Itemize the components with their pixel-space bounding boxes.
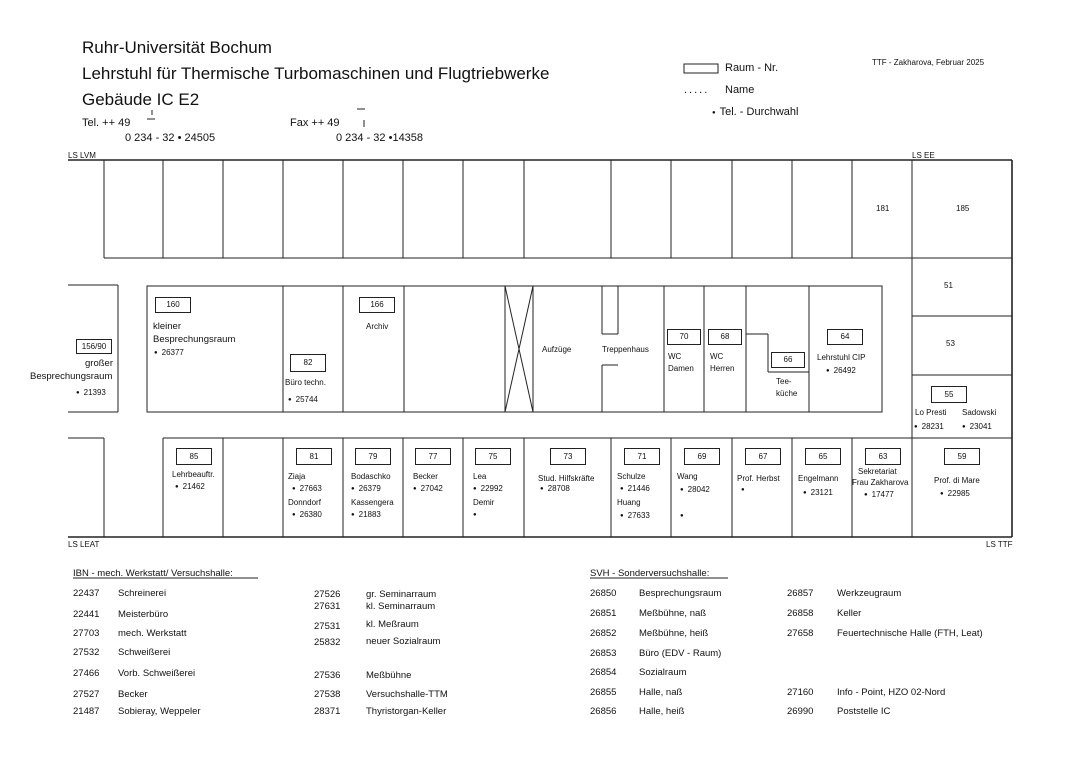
room-59-number: 59	[944, 448, 980, 465]
ibn2-name-1: kl. Seminarraum	[366, 601, 436, 612]
svh2-tel-0: 26857	[787, 588, 814, 599]
ibn1-tel-4: 27466	[73, 668, 100, 679]
room-66-number: 66	[771, 352, 805, 368]
ibn1-name-6: Sobieray, Weppeler	[118, 706, 201, 717]
room-166-number: 166	[359, 297, 395, 313]
room-65-number: 65	[805, 448, 841, 465]
room-64-tel: ● 26492	[826, 366, 856, 375]
room-55-tel2: ● 23041	[962, 422, 992, 431]
edge-top-right: LS EE	[912, 151, 935, 160]
room-71-number: 71	[624, 448, 660, 465]
ibn1-name-1: Meisterbüro	[118, 609, 169, 620]
room-67-tel1	[741, 485, 749, 494]
ibn1-name-4: Vorb. Schweißerei	[118, 668, 196, 679]
room-69-number: 69	[684, 448, 720, 465]
ibn1-name-3: Schweißerei	[118, 647, 171, 658]
ibn1-tel-2: 27703	[73, 628, 100, 639]
svh1-name-6: Halle, heiß	[639, 706, 685, 717]
svh1-name-3: Büro (EDV - Raum)	[639, 648, 722, 659]
ibn2-tel-5: 27538	[314, 689, 341, 700]
room-160-tel: ● 26377	[154, 348, 184, 357]
room-55-name1: Lo Presti	[915, 408, 947, 417]
ibn2-name-4: Meßbühne	[366, 670, 412, 681]
room-70-label2: Damen	[668, 364, 694, 373]
edge-bottom-right: LS TTF	[986, 540, 1013, 549]
room-77-number: 77	[415, 448, 451, 465]
room-55-tel1: ● 28231	[914, 422, 944, 431]
ibn1-name-0: Schreinerei	[118, 588, 167, 599]
room-82-tel: ● 25744	[288, 395, 318, 404]
room-70-number: 70	[667, 329, 701, 345]
ibn2-name-3: neuer Sozialraum	[366, 636, 441, 647]
room-68-label2: Herren	[710, 364, 735, 373]
ibn1-tel-6: 21487	[73, 706, 100, 717]
svh2-name-2: Feuertechnische Halle (FTH, Leat)	[837, 628, 983, 639]
building-title: Gebäude IC E2	[82, 90, 200, 109]
svh1-tel-2: 26852	[590, 628, 617, 639]
room-70-label1: WC	[668, 352, 682, 361]
ibn-title: IBN - mech. Werkstatt/ Versuchshalle:	[73, 568, 233, 579]
room-73-tel1: ● 28708	[540, 484, 570, 493]
room-71-name2: Huang	[617, 498, 641, 507]
room-69-tel1: ● 28042	[680, 485, 710, 494]
room-55-name2: Sadowski	[962, 408, 997, 417]
room-81-name2: Donndorf	[288, 498, 321, 507]
room-66-label2: küche	[776, 389, 798, 398]
room-81-tel1: ● 27663	[292, 484, 322, 493]
svh2-name-3: Info - Point, HZO 02-Nord	[837, 687, 946, 698]
room-79-name1: Bodaschko	[351, 472, 391, 481]
room-166-label: Archiv	[366, 322, 389, 331]
room-65-name1: Engelmann	[798, 474, 839, 483]
svh-title: SVH - Sonderversuchshalle:	[590, 568, 710, 579]
room-75-name2: Demir	[473, 498, 495, 507]
room-53-number: 53	[946, 339, 955, 348]
room-69-tel2	[680, 511, 688, 520]
room-75-name1: Lea	[473, 472, 487, 481]
chair-title: Lehrstuhl für Thermische Turbomaschinen und Flugtriebwerke	[82, 64, 550, 83]
svh1-tel-0: 26850	[590, 588, 617, 599]
ibn2-name-5: Versuchshalle-TTM	[366, 689, 448, 700]
svh2-tel-4: 26990	[787, 706, 814, 717]
room-79-tel2: ● 21883	[351, 510, 381, 519]
ibn2-tel-2: 27531	[314, 621, 341, 632]
svh1-name-4: Sozialraum	[639, 667, 687, 678]
room-71-tel1: ● 21446	[620, 484, 650, 493]
room-156-90-number: 156/90	[76, 339, 112, 354]
room-67-name1: Prof. Herbst	[737, 474, 780, 483]
staircase-label: Treppenhaus	[602, 345, 649, 354]
svh1-tel-5: 26855	[590, 687, 617, 698]
room-55-number: 55	[931, 386, 967, 403]
ibn2-name-0: gr. Seminarraum	[366, 589, 437, 600]
university-title: Ruhr-Universität Bochum	[82, 38, 272, 57]
room-82-label: Büro techn.	[285, 378, 326, 387]
room-85-name1: Lehrbeauftr.	[172, 470, 215, 479]
svh2-name-4: Poststelle IC	[837, 706, 891, 717]
room-63-tel1: ● 17477	[864, 490, 894, 499]
ibn1-tel-1: 22441	[73, 609, 100, 620]
room-75-tel2	[473, 510, 481, 519]
svh2-tel-3: 27160	[787, 687, 814, 698]
ibn2-tel-6: 28371	[314, 706, 341, 717]
svh1-tel-3: 26853	[590, 648, 617, 659]
svh2-tel-2: 27658	[787, 628, 814, 639]
room-75-tel1: ● 22992	[473, 484, 503, 493]
svh2-name-0: Werkzeugraum	[837, 588, 902, 599]
legend-room: Raum - Nr.	[725, 62, 779, 74]
svh2-name-1: Keller	[837, 608, 862, 619]
room-77-name1: Becker	[413, 472, 438, 481]
room-160-label1: kleiner	[153, 321, 181, 332]
ibn2-tel-1: 27631	[314, 601, 341, 612]
room-75-number: 75	[475, 448, 511, 465]
ibn2-tel-4: 27536	[314, 670, 341, 681]
room-82-number: 82	[290, 354, 326, 372]
legend-name: Name	[725, 84, 755, 96]
ibn1-tel-5: 27527	[73, 689, 100, 700]
ibn1-tel-3: 27532	[73, 647, 100, 658]
ibn1-name-2: mech. Werkstatt	[118, 628, 187, 639]
room-156-90-label2: Besprechungsraum	[30, 371, 113, 382]
svh1-tel-6: 26856	[590, 706, 617, 717]
ibn2-name-6: Thyristorgan-Keller	[366, 706, 447, 717]
room-63-name1: Frau Zakharova	[852, 478, 909, 487]
room-81-tel2: ● 26380	[292, 510, 322, 519]
elevators-label: Aufzüge	[542, 345, 572, 354]
room-51-number: 51	[944, 281, 953, 290]
room-71-name1: Schulze	[617, 472, 646, 481]
fax-label: Fax ++ 49	[290, 117, 340, 129]
ibn1-tel-0: 22437	[73, 588, 100, 599]
ibn2-tel-0: 27526	[314, 589, 341, 600]
room-185-number: 185	[956, 204, 970, 213]
room-85-number: 85	[176, 448, 212, 465]
room-66-label1: Tee-	[776, 377, 792, 386]
svh1-name-0: Besprechungsraum	[639, 588, 722, 599]
room-77-tel1: ● 27042	[413, 484, 443, 493]
ibn1-name-5: Becker	[118, 689, 148, 700]
room-64-number: 64	[827, 329, 863, 345]
room-156-90-label1: großer	[85, 358, 113, 369]
fax-number: 0 234 - 32 •14358	[336, 132, 424, 144]
svh1-name-1: Meßbühne, naß	[639, 608, 707, 619]
room-71-tel2: ● 27633	[620, 511, 650, 520]
svh1-tel-4: 26854	[590, 667, 617, 678]
svh1-name-5: Halle, naß	[639, 687, 683, 698]
room-73-number: 73	[550, 448, 586, 465]
room-181-number: 181	[876, 204, 890, 213]
room-59-tel1: ● 22985	[940, 489, 970, 498]
room-68-number: 68	[708, 329, 742, 345]
legend-name-marker: .....	[684, 84, 710, 96]
room-160-label2: Besprechungsraum	[153, 334, 236, 345]
svh1-name-2: Meßbühne, heiß	[639, 628, 709, 639]
room-64-label: Lehrstuhl CIP	[817, 353, 866, 362]
room-79-number: 79	[355, 448, 391, 465]
room-69-name1: Wang	[677, 472, 698, 481]
author-note: TTF - Zakharova, Februar 2025	[872, 58, 985, 67]
edge-top-left: LS LVM	[68, 151, 96, 160]
room-156-90-tel: ● 21393	[76, 388, 106, 397]
room-59-name1: Prof. di Mare	[934, 476, 980, 485]
room-67-number: 67	[745, 448, 781, 465]
room-79-name2: Kassengera	[351, 498, 394, 507]
room-65-tel1: ● 23121	[803, 488, 833, 497]
room-85-tel1: ● 21462	[175, 482, 205, 491]
svh2-tel-1: 26858	[787, 608, 814, 619]
tel-number: 0 234 - 32 • 24505	[125, 132, 216, 144]
legend-tel: ● Tel. - Durchwahl	[712, 106, 798, 118]
room-79-tel1: ● 26379	[351, 484, 381, 493]
room-73-name1: Stud. Hilfskräfte	[538, 474, 595, 483]
tel-label: Tel. ++ 49	[82, 117, 131, 129]
room-63-number: 63	[865, 448, 901, 465]
room-81-name1: Ziaja	[288, 472, 306, 481]
room-81-number: 81	[296, 448, 332, 465]
ibn2-name-2: kl. Meßraum	[366, 619, 419, 630]
svh1-tel-1: 26851	[590, 608, 617, 619]
ibn2-tel-3: 25832	[314, 637, 341, 648]
edge-bottom-left: LS LEAT	[68, 540, 100, 549]
room-63-name0: Sekretariat	[858, 467, 897, 476]
room-68-label1: WC	[710, 352, 724, 361]
room-160-number: 160	[155, 297, 191, 313]
